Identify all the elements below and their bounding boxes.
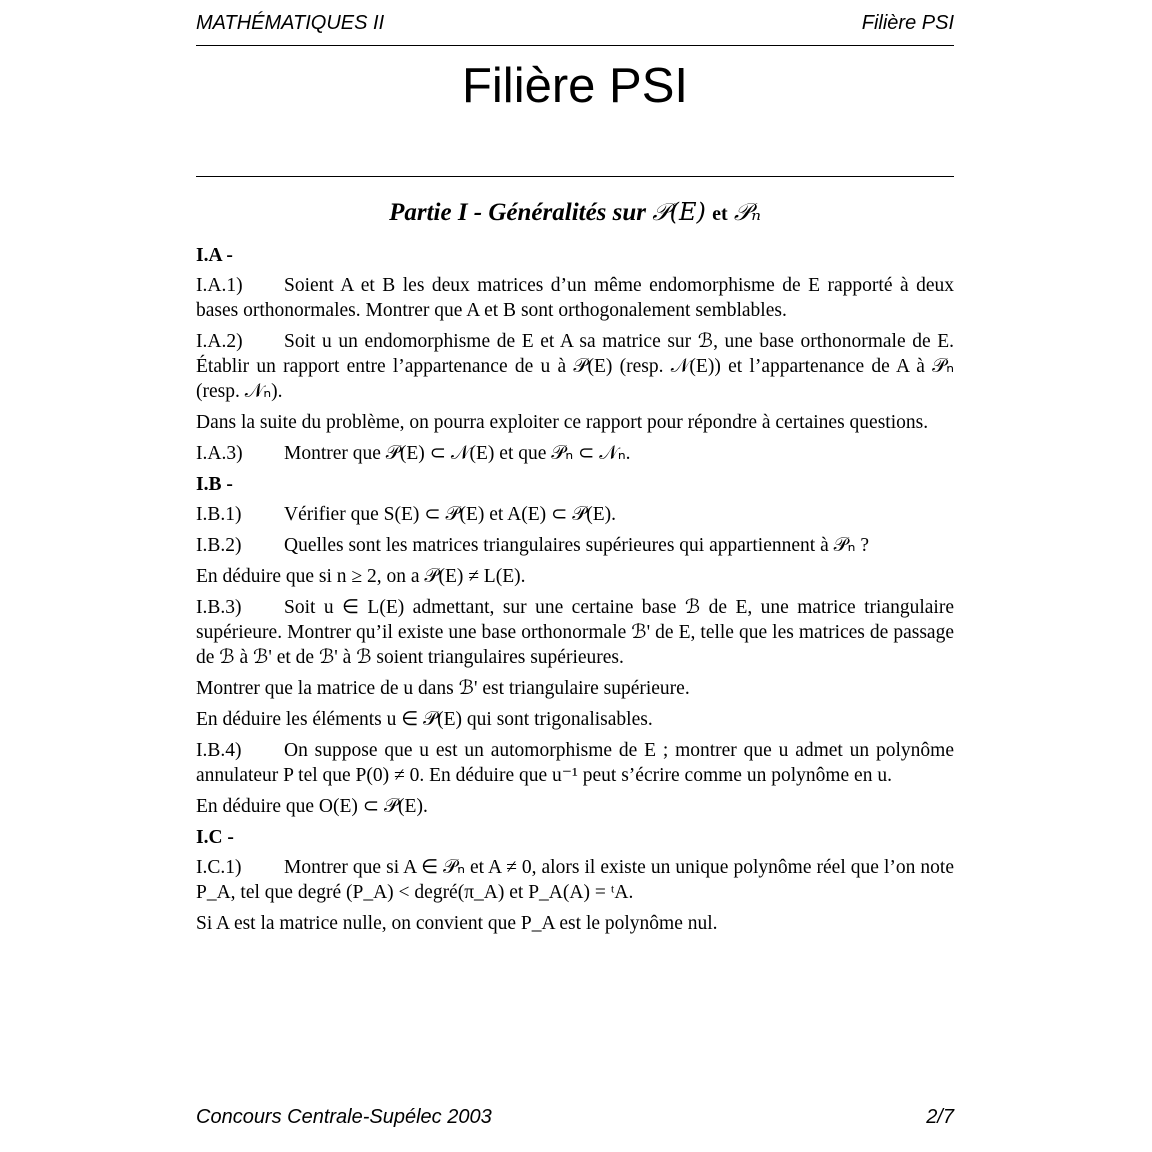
part-title-symbol-2: 𝒫ₙ <box>733 198 761 226</box>
part-title-text: Partie I - Généralités sur <box>389 199 647 226</box>
section-heading-IC: I.C - <box>196 827 234 848</box>
question-number: I.B.2) <box>196 535 242 556</box>
question-number: I.B.4) <box>196 740 242 761</box>
question-IA3 <box>196 441 954 466</box>
question-number: I.B.3) <box>196 597 242 618</box>
question-IB1 <box>196 502 954 527</box>
question-text: Quelles sont les matrices triangulaires supérieures qui appartiennent à 𝒫ₙ ? <box>284 535 869 556</box>
document-body <box>196 243 954 942</box>
question-number: I.A.1) <box>196 275 243 296</box>
header-track: Filière PSI <box>861 12 954 34</box>
part-title-conj: et <box>712 203 728 225</box>
question-text: Soit u un endomorphisme de E et A sa matrice sur ℬ, une base orthonormale de E. Établir un rapport entre l’appartenance de u à 𝒫(E) (resp. 𝒩(E)) et l’appartenance de A à 𝒫ₙ (resp. 𝒩ₙ). <box>196 331 954 402</box>
question-text: Soit u ∈ L(E) admettant, sur une certaine base ℬ de E, une matrice triangulaire supérieure. Montrer qu’il existe une base orthonormale ℬ' de E, telle que les matrices de passage de ℬ à ℬ' et de ℬ' à ℬ soient triangulaires supérieures. <box>196 597 954 668</box>
question-number: I.A.3) <box>196 443 243 464</box>
header-subject: MATHÉMATIQUES II <box>196 12 385 34</box>
paragraph-IB3-followup-2: En déduire les éléments u ∈ 𝒫(E) qui sont trigonalisables. <box>196 709 653 730</box>
question-number: I.C.1) <box>196 857 242 878</box>
question-text: Montrer que 𝒫(E) ⊂ 𝒩(E) et que 𝒫ₙ ⊂ 𝒩ₙ. <box>284 443 631 464</box>
page-title: Filière PSI <box>461 59 688 113</box>
question-text: Vérifier que S(E) ⊂ 𝒫(E) et A(E) ⊂ 𝒫(E). <box>284 504 617 525</box>
footer-page-number: 2/7 <box>926 1106 954 1128</box>
paragraph-IB3-followup-1: Montrer que la matrice de u dans ℬ' est triangulaire supérieure. <box>196 678 690 699</box>
page-header <box>196 12 954 35</box>
question-IB4 <box>196 738 954 788</box>
question-text: On suppose que u est un automorphisme de E ; montrer que u admet un polynôme annulateur P tel que P(0) ≠ 0. En déduire que u⁻¹ peut s’écrire comme un polynôme en u. <box>196 740 954 786</box>
section-heading-IA: I.A - <box>196 245 233 266</box>
question-IB2 <box>196 533 954 558</box>
question-IA2 <box>196 329 954 404</box>
question-text: Soient A et B les deux matrices d’un même endomorphisme de E rapporté à deux bases orthonormales. Montrer que A et B sont orthogonalement semblables. <box>196 275 954 321</box>
question-text: Montrer que si A ∈ 𝒫ₙ et A ≠ 0, alors il existe un unique polynôme réel que l’on note P_A, tel que degré (P_A) < degré(π_A) et P_A(A) = ᵗA. <box>196 857 954 903</box>
paragraph-IB4-followup: En déduire que O(E) ⊂ 𝒫(E). <box>196 796 428 817</box>
question-IC1 <box>196 855 954 905</box>
paragraph-IB2-followup: En déduire que si n ≥ 2, on a 𝒫(E) ≠ L(E). <box>196 566 526 587</box>
page-footer <box>196 1106 954 1129</box>
part-title <box>196 198 954 227</box>
header-rule <box>196 45 954 46</box>
section-heading-IB: I.B - <box>196 474 233 495</box>
paragraph-IA2-note: Dans la suite du problème, on pourra exploiter ce rapport pour répondre à certaines questions. <box>196 412 929 433</box>
question-number: I.B.1) <box>196 504 242 525</box>
question-IB3 <box>196 595 954 670</box>
title-rule <box>196 176 954 177</box>
footer-contest: Concours Centrale-Supélec 2003 <box>196 1106 492 1128</box>
question-IA1 <box>196 273 954 323</box>
paragraph-IC1-followup: Si A est la matrice nulle, on convient que P_A est le polynôme nul. <box>196 913 718 934</box>
part-title-symbol-1: 𝒫(E) <box>652 198 706 226</box>
question-number: I.A.2) <box>196 331 243 352</box>
